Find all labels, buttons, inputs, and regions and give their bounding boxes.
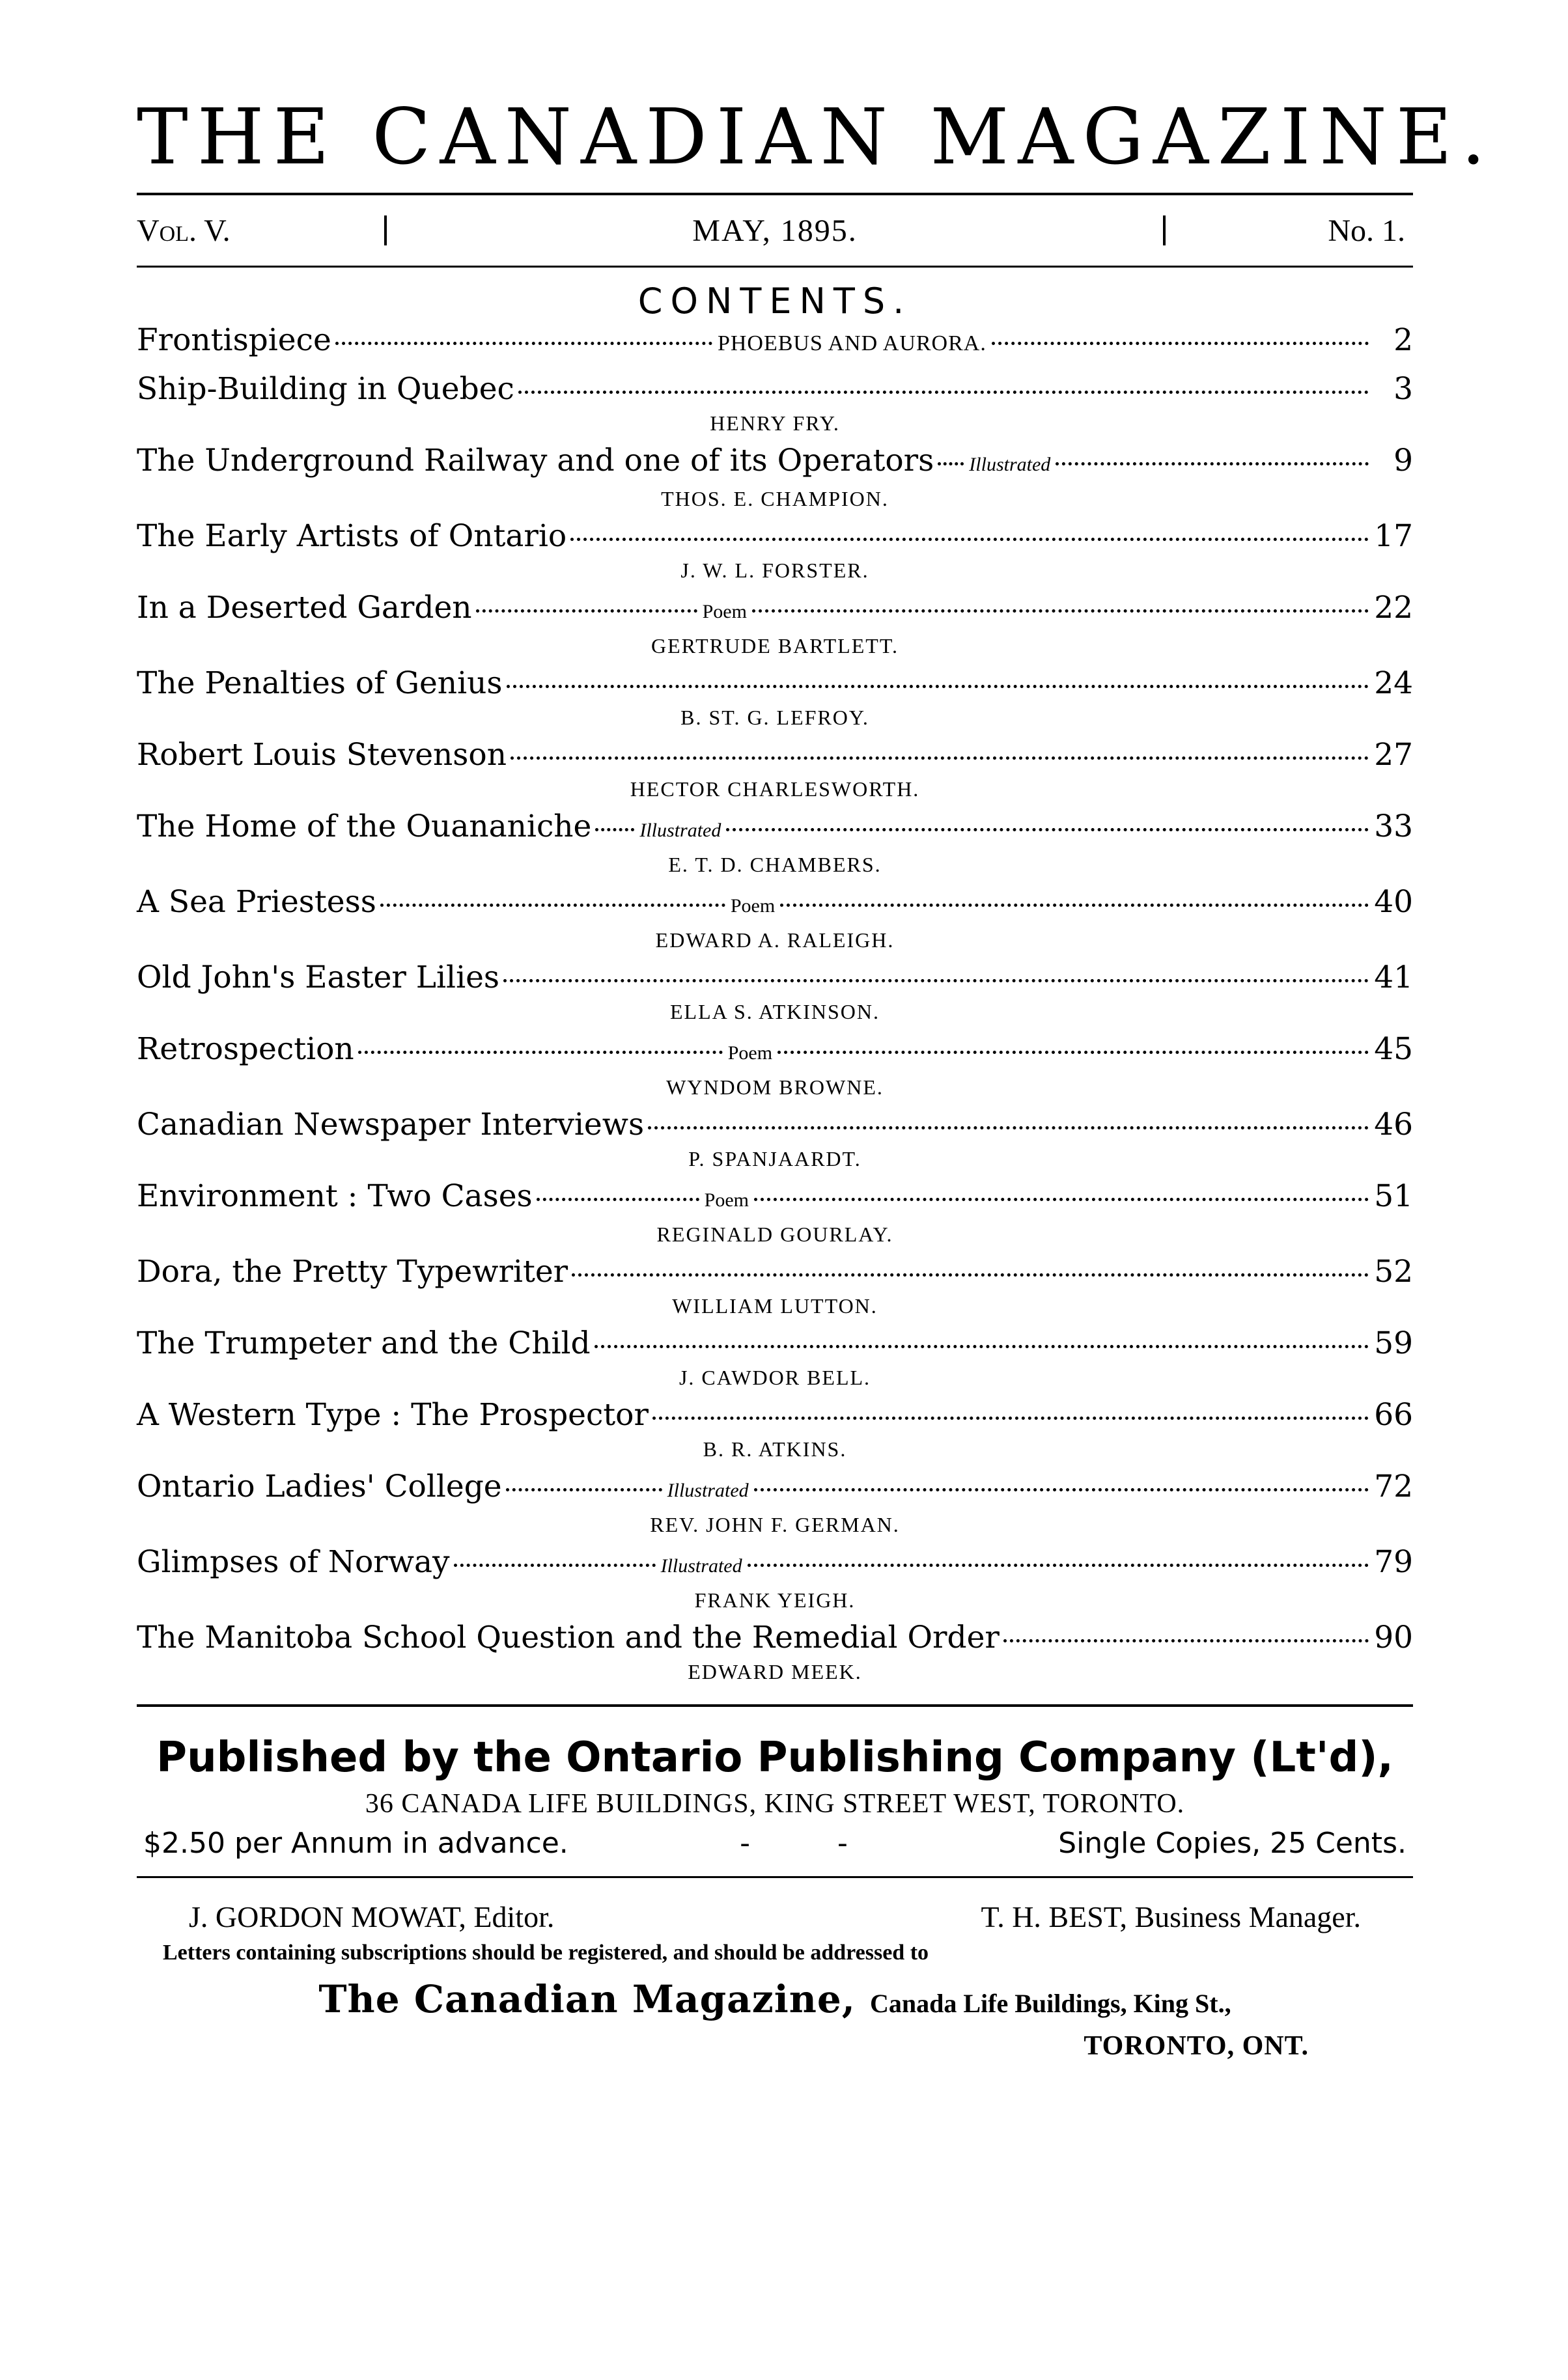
- annual-price: $2.50 per Annum in advance.: [143, 1827, 568, 1860]
- toc-title: Glimpses of Norway: [137, 1544, 450, 1580]
- toc-entry: [137, 440, 1413, 512]
- dot-leader: [648, 1126, 1369, 1129]
- toc-entry: [137, 957, 1413, 1025]
- toc-entry: [137, 1542, 1413, 1613]
- toc-author: HENRY FRY.: [710, 411, 840, 435]
- dot-leader: [777, 1051, 1369, 1054]
- toc-entry: [137, 1251, 1413, 1319]
- toc-entry: [137, 320, 1413, 365]
- contents-heading: CONTENTS.: [637, 281, 912, 322]
- dot-leader: [780, 904, 1369, 907]
- toc-author: FRANK YEIGH.: [694, 1588, 856, 1612]
- subscription-line: [137, 1823, 1413, 1864]
- toc-title: Frontispiece: [137, 322, 331, 358]
- toc-entry: [137, 1104, 1413, 1172]
- section-rule: [137, 1704, 1413, 1707]
- toc-entry: [137, 1029, 1413, 1100]
- toc-page-number: 46: [1374, 1107, 1413, 1142]
- toc-page-number: 66: [1374, 1397, 1413, 1433]
- dot-leader: [476, 609, 697, 613]
- toc-author: J. CAWDOR BELL.: [679, 1366, 871, 1389]
- toc-note: Poem: [702, 601, 747, 622]
- dot-leader: [752, 609, 1369, 613]
- toc-author: REV. JOHN F. GERMAN.: [650, 1513, 900, 1536]
- letters-note: Letters containing subscriptions should be registered, and should be addressed to: [163, 1941, 929, 1965]
- toc-entry: [137, 1466, 1413, 1538]
- toc-note: Illustrated: [639, 820, 721, 841]
- dot-leader: [652, 1417, 1369, 1420]
- dot-leader: [595, 828, 634, 831]
- staff-line: [137, 1896, 1413, 1938]
- toc-note: Poem: [704, 1189, 749, 1211]
- subscription-dashes: - -: [740, 1827, 887, 1860]
- toc-title: The Early Artists of Ontario: [137, 518, 567, 554]
- toc-page-number: 22: [1374, 590, 1413, 626]
- dot-leader: [754, 1488, 1369, 1491]
- issue-rule: [137, 266, 1413, 268]
- toc-title: Dora, the Pretty Typewriter: [137, 1254, 568, 1290]
- toc-title: Ship-Building in Quebec: [137, 371, 514, 407]
- dot-leader: [1056, 462, 1369, 465]
- publisher-address: 36 CANADA LIFE BUILDINGS, KING STREET WEST, TORONTO.: [365, 1789, 1185, 1819]
- toc-author: EDWARD A. RALEIGH.: [655, 928, 895, 952]
- issue-volume: Vol. V.: [137, 213, 231, 248]
- publisher-block: [137, 1704, 1413, 2062]
- dot-leader: [1003, 1639, 1369, 1642]
- toc-author: B. ST. G. LEFROY.: [680, 706, 869, 729]
- business-manager: T. H. BEST, Business Manager.: [981, 1900, 1361, 1933]
- toc-title: A Sea Priestess: [137, 884, 376, 920]
- masthead: THE CANADIAN MAGAZINE.: [137, 92, 1495, 182]
- toc-title: Environment : Two Cases: [137, 1178, 533, 1214]
- toc-entry: [137, 734, 1413, 802]
- toc-entry: [137, 516, 1413, 583]
- dot-leader: [537, 1198, 699, 1201]
- toc-page-number: 72: [1374, 1469, 1413, 1504]
- toc-title: In a Deserted Garden: [137, 590, 472, 626]
- toc-page-number: 79: [1374, 1544, 1413, 1580]
- issue-bar: [137, 195, 1413, 266]
- toc-note: Poem: [727, 1042, 773, 1064]
- toc-entry: [137, 881, 1413, 953]
- dot-leader: [380, 904, 725, 907]
- dot-leader: [511, 756, 1369, 760]
- toc-page-number: 59: [1374, 1325, 1413, 1361]
- toc-page-number: 9: [1393, 443, 1413, 478]
- dot-leader: [518, 391, 1369, 394]
- toc-note: Illustrated: [969, 454, 1051, 475]
- toc-entry: [137, 663, 1413, 730]
- toc-author: REGINALD GOURLAY.: [656, 1223, 893, 1246]
- toc-title: The Manitoba School Question and the Remedial Order: [137, 1620, 1000, 1655]
- toc-page-number: 40: [1374, 884, 1413, 920]
- toc-note: PHOEBUS AND AURORA.: [717, 331, 987, 355]
- toc-page-number: 27: [1374, 737, 1413, 773]
- toc-author: J. W. L. FORSTER.: [680, 559, 869, 582]
- dot-leader: [358, 1051, 723, 1054]
- dot-leader: [572, 1273, 1369, 1277]
- dot-leader: [992, 342, 1369, 345]
- table-of-contents: [137, 320, 1413, 1685]
- dot-leader: [507, 685, 1369, 688]
- single-copy-price: Single Copies, 25 Cents.: [1058, 1827, 1407, 1860]
- dot-leader: [938, 462, 964, 465]
- publisher-line: Published by the Ontario Publishing Company (Lt'd),: [156, 1734, 1393, 1782]
- toc-author: P. SPANJAARDT.: [688, 1147, 861, 1170]
- toc-title: Ontario Ladies' College: [137, 1469, 502, 1504]
- toc-page-number: 33: [1374, 809, 1413, 844]
- dot-leader: [595, 1345, 1369, 1348]
- toc-note: Illustrated: [667, 1480, 749, 1501]
- toc-author: ELLA S. ATKINSON.: [669, 1000, 880, 1023]
- issue-number: No. 1.: [1328, 213, 1405, 248]
- toc-title: The Home of the Ouananiche: [137, 809, 592, 844]
- dot-leader: [335, 342, 712, 345]
- toc-entry: [137, 587, 1413, 659]
- toc-author: HECTOR CHARLESWORTH.: [630, 777, 920, 801]
- magazine-name: The Canadian Magazine,: [318, 1977, 856, 2021]
- toc-note: Illustrated: [660, 1555, 742, 1577]
- toc-entry: [137, 1176, 1413, 1247]
- toc-title: Canadian Newspaper Interviews: [137, 1107, 645, 1142]
- dot-leader: [506, 1488, 662, 1491]
- dot-leader: [503, 979, 1369, 982]
- city: TORONTO, ONT.: [1084, 2031, 1309, 2061]
- toc-author: GERTRUDE BARTLETT.: [651, 634, 899, 657]
- toc-title: Retrospection: [137, 1031, 354, 1067]
- office-address: Canada Life Buildings, King St.,: [870, 1989, 1231, 2018]
- toc-author: E. T. D. CHAMBERS.: [668, 853, 882, 876]
- toc-page-number: 52: [1374, 1254, 1413, 1290]
- toc-entry: [137, 1323, 1413, 1391]
- toc-page-number: 2: [1393, 322, 1414, 358]
- toc-title: Old John's Easter Lilies: [137, 960, 500, 995]
- issue-date: MAY, 1895.: [692, 213, 858, 248]
- toc-page-number: 3: [1393, 371, 1413, 407]
- toc-page-number: 45: [1374, 1031, 1413, 1067]
- toc-entry: [137, 1617, 1413, 1685]
- toc-page-number: 90: [1374, 1620, 1413, 1655]
- toc-author: WILLIAM LUTTON.: [672, 1294, 878, 1318]
- toc-note: Poem: [730, 895, 776, 917]
- toc-author: B. R. ATKINS.: [703, 1437, 847, 1461]
- toc-title: The Underground Railway and one of its Operators: [137, 443, 934, 478]
- dot-leader: [454, 1564, 656, 1567]
- dot-leader: [726, 828, 1369, 831]
- toc-title: Robert Louis Stevenson: [137, 737, 507, 773]
- toc-page-number: 51: [1374, 1178, 1413, 1214]
- toc-page-number: 17: [1374, 518, 1413, 554]
- toc-entry: [137, 368, 1413, 436]
- toc-title: The Trumpeter and the Child: [137, 1325, 591, 1361]
- toc-entry: [137, 1394, 1413, 1462]
- toc-page-number: 41: [1374, 960, 1413, 995]
- mailing-address: [137, 1977, 1413, 2021]
- editor: J. GORDON MOWAT, Editor.: [189, 1900, 555, 1933]
- toc-author: THOS. E. CHAMPION.: [661, 487, 889, 510]
- section-rule: [137, 1876, 1413, 1878]
- toc-title: A Western Type : The Prospector: [137, 1397, 649, 1433]
- dot-leader: [748, 1564, 1369, 1567]
- toc-entry: [137, 806, 1413, 878]
- toc-author: EDWARD MEEK.: [688, 1660, 862, 1683]
- dot-leader: [754, 1198, 1369, 1201]
- toc-title: The Penalties of Genius: [137, 665, 503, 701]
- toc-author: WYNDOM BROWNE.: [666, 1075, 884, 1099]
- dot-leader: [570, 538, 1369, 541]
- toc-page-number: 24: [1374, 665, 1413, 701]
- magazine-contents-page: [137, 92, 1495, 2062]
